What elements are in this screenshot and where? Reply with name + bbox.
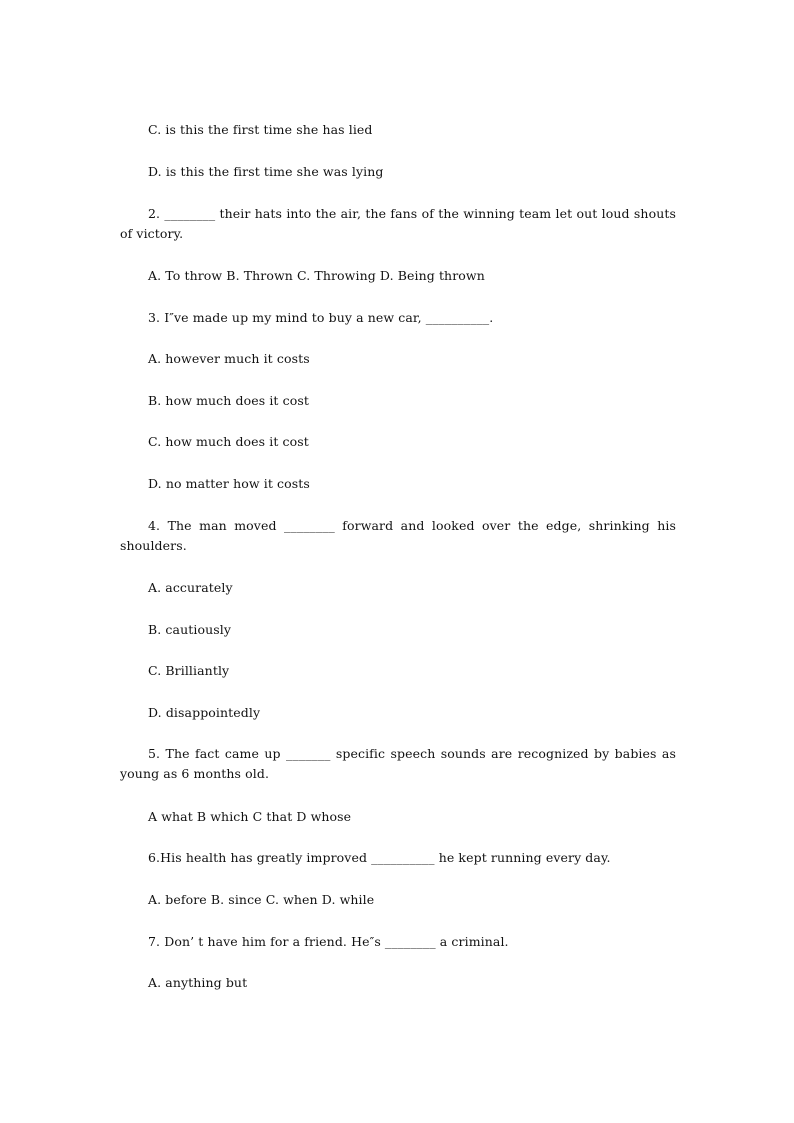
- option-c-q3: C. how much does it cost: [148, 434, 309, 449]
- option-b-q3: B. how much does it cost: [148, 393, 309, 408]
- question-5: 5. The fact came up _______ specific speech sounds are recognized by babies as young as 6 months old.: [120, 746, 676, 781]
- question-2: 2. ________ their hats into the air, the fans of the winning team let out loud shouts of victory.: [120, 206, 676, 241]
- option-a-q3: A. however much it costs: [148, 351, 310, 366]
- question-7: 7. Don’ t have him for a friend. He″s ________ a criminal.: [148, 934, 509, 949]
- options-q6: A. before B. since C. when D. while: [148, 892, 375, 907]
- option-d-q1: D. is this the first time she was lying: [148, 164, 384, 179]
- question-3: 3. I″ve made up my mind to buy a new car, __________.: [148, 310, 494, 325]
- options-q5: A what B which C that D whose: [148, 809, 352, 824]
- option-d-q4: D. disappointedly: [148, 705, 261, 720]
- option-c-q1: C. is this the first time she has lied: [148, 122, 373, 137]
- question-6: 6.His health has greatly improved __________ he kept running every day.: [148, 850, 611, 865]
- option-a-q4: A. accurately: [148, 580, 233, 595]
- option-b-q4: B. cautiously: [148, 622, 232, 637]
- option-a-q7: A. anything but: [148, 975, 248, 990]
- option-d-q3: D. no matter how it costs: [148, 476, 310, 491]
- options-q2: A. To throw B. Thrown C. Throwing D. Being thrown: [148, 268, 485, 283]
- option-c-q4: C. Brilliantly: [148, 663, 230, 678]
- question-4: 4. The man moved ________ forward and looked over the edge, shrinking his shoulders.: [120, 518, 676, 553]
